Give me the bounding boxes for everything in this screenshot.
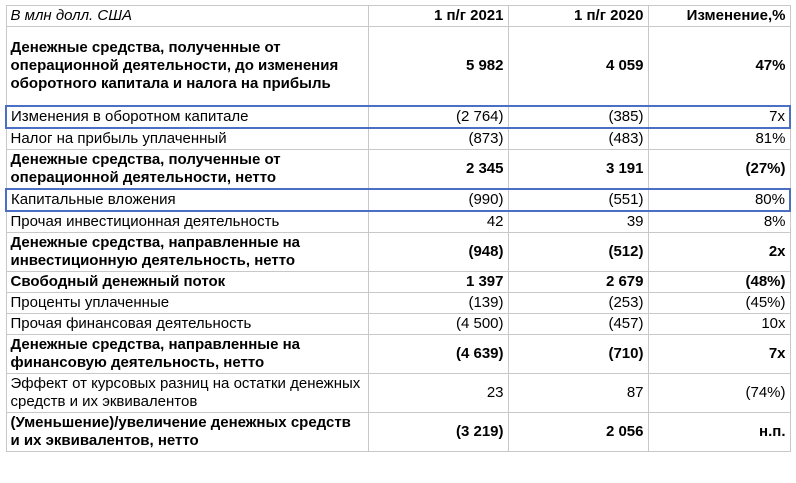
table-row <box>6 128 790 150</box>
value-2020: (385) <box>508 106 648 128</box>
value-2021: 42 <box>368 211 508 233</box>
table-row <box>6 373 790 412</box>
value-change: 10x <box>648 313 790 334</box>
header-row <box>6 6 790 27</box>
row-label: Проценты уплаченные <box>6 292 368 313</box>
table-row <box>6 412 790 451</box>
value-2020: 87 <box>508 373 648 412</box>
row-label: Налог на прибыль уплаченный <box>6 128 368 150</box>
unit-label: В млн долл. США <box>6 6 368 27</box>
value-2020: 3 191 <box>508 149 648 189</box>
value-2021: (873) <box>368 128 508 150</box>
column-header-2020: 1 п/г 2020 <box>508 6 648 27</box>
row-label: Прочая инвестиционная деятельность <box>6 211 368 233</box>
value-change: н.п. <box>648 412 790 451</box>
value-2021: 1 397 <box>368 271 508 292</box>
value-2020: (551) <box>508 189 648 211</box>
row-label: Денежные средства, направленные на финансовую деятельность, нетто <box>6 334 368 373</box>
table-row <box>6 211 790 233</box>
value-change: 2x <box>648 232 790 271</box>
value-2021: (2 764) <box>368 106 508 128</box>
value-2021: (948) <box>368 232 508 271</box>
row-label: Капитальные вложения <box>6 189 368 211</box>
value-2020: 2 679 <box>508 271 648 292</box>
value-2021: (139) <box>368 292 508 313</box>
value-change: 7x <box>648 106 790 128</box>
value-change: 7x <box>648 334 790 373</box>
row-label: Прочая финансовая деятельность <box>6 313 368 334</box>
cash-flow-table <box>5 5 791 452</box>
value-change: 47% <box>648 27 790 106</box>
row-label: Эффект от курсовых разниц на остатки денежных средств и их эквивалентов <box>6 373 368 412</box>
table-row <box>6 292 790 313</box>
table-row <box>6 232 790 271</box>
table-row <box>6 27 790 106</box>
value-change: (74%) <box>648 373 790 412</box>
table-row <box>6 149 790 189</box>
row-label: Свободный денежный поток <box>6 271 368 292</box>
table-row <box>6 334 790 373</box>
column-header-2021: 1 п/г 2021 <box>368 6 508 27</box>
row-label: Изменения в оборотном капитале <box>6 106 368 128</box>
value-2020: (457) <box>508 313 648 334</box>
value-2020: (710) <box>508 334 648 373</box>
row-label: Денежные средства, полученные от операционной деятельности, до изменения оборотного капитала и налога на прибыль <box>6 27 368 106</box>
value-2020: 2 056 <box>508 412 648 451</box>
value-2021: 5 982 <box>368 27 508 106</box>
value-2021: (4 500) <box>368 313 508 334</box>
value-2020: (483) <box>508 128 648 150</box>
table-row <box>6 271 790 292</box>
value-change: 8% <box>648 211 790 233</box>
row-label: Денежные средства, направленные на инвестиционную деятельность, нетто <box>6 232 368 271</box>
value-2020: 4 059 <box>508 27 648 106</box>
value-change: (45%) <box>648 292 790 313</box>
value-2020: 39 <box>508 211 648 233</box>
value-2021: (3 219) <box>368 412 508 451</box>
row-label: (Уменьшение)/увеличение денежных средств и их эквивалентов, нетто <box>6 412 368 451</box>
value-change: 80% <box>648 189 790 211</box>
value-2020: (253) <box>508 292 648 313</box>
value-change: 81% <box>648 128 790 150</box>
value-2021: (990) <box>368 189 508 211</box>
value-2021: 23 <box>368 373 508 412</box>
value-change: (27%) <box>648 149 790 189</box>
table-row <box>6 106 790 128</box>
column-header-change: Изменение,% <box>648 6 790 27</box>
table-row <box>6 189 790 211</box>
value-2021: (4 639) <box>368 334 508 373</box>
value-2020: (512) <box>508 232 648 271</box>
value-2021: 2 345 <box>368 149 508 189</box>
value-change: (48%) <box>648 271 790 292</box>
table-row <box>6 313 790 334</box>
row-label: Денежные средства, полученные от операционной деятельности, нетто <box>6 149 368 189</box>
